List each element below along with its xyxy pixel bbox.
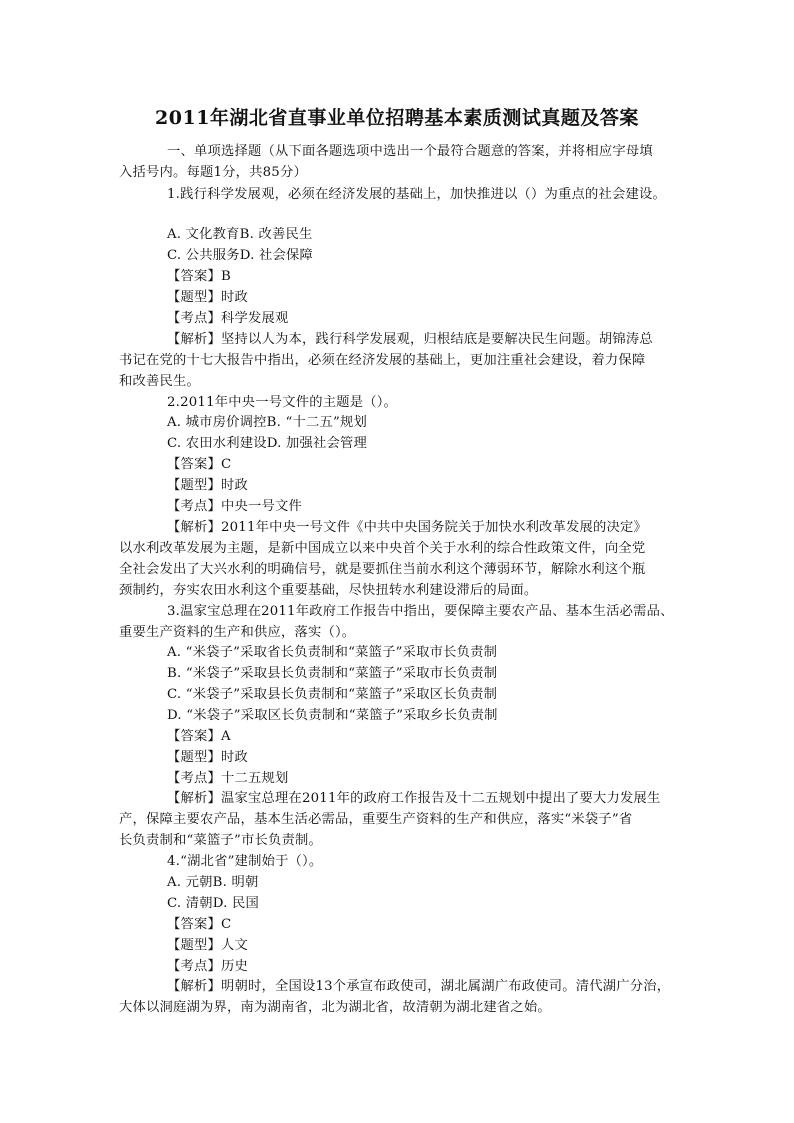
question-2-explanation-cont: 以水利改革发展为主题，是新中国成立以来中央首个关于水利的综合性政策文件，向全党 <box>119 541 646 556</box>
question-4-options-cd: C. 清朝D. 民国 <box>167 896 259 911</box>
question-1-options-ab: A. 文化教育B. 改善民生 <box>167 227 313 242</box>
question-1-answer: 【答案】B <box>167 269 231 284</box>
question-3-answer: 【答案】A <box>167 729 231 744</box>
question-3-stem-cont: 重要生产资料的生产和供应，落实（）。 <box>119 625 356 640</box>
question-1-stem: 1.践行科学发展观，必须在经济发展的基础上，加快推进以（）为重点的社会建设。 <box>167 187 666 202</box>
question-3-option-a: A. “米袋子”采取省长负责制和“菜篮子”采取市长负责制 <box>167 645 498 660</box>
question-2-answer: 【答案】C <box>167 457 232 472</box>
question-3-explanation-cont: 长负责制和“菜篮子”市长负责制。 <box>119 833 322 848</box>
question-2-explanation: 【解析】2011年中央一号文件《中共中央国务院关于加快水利改革发展的决定》 <box>167 520 648 535</box>
question-3-explanation: 【解析】温家宝总理在2011年的政府工作报告及十二五规划中提出了要大力发展生 <box>167 791 661 806</box>
question-2-options-cd: C. 农田水利建设D. 加强社会管理 <box>167 436 367 451</box>
question-1-type: 【题型】时政 <box>167 290 248 305</box>
question-2-type: 【题型】时政 <box>167 478 248 493</box>
question-2-stem: 2.2011年中央一号文件的主题是（）。 <box>167 395 398 410</box>
question-2-point: 【考点】中央一号文件 <box>167 499 302 514</box>
question-1-explanation-cont: 和改善民生。 <box>119 374 200 389</box>
section-heading: 一、单项选择题（从下面各题选项中选出一个最符合题意的答案，并将相应字母填 <box>167 144 653 159</box>
question-4-explanation-cont: 大体以洞庭湖为界，南为湖南省，北为湖北省，故清朝为湖北建省之始。 <box>119 1000 551 1015</box>
section-heading-cont: 入括号内。每题1分，共85分） <box>119 165 307 180</box>
question-4-point: 【考点】历史 <box>167 959 248 974</box>
question-1-explanation-cont: 书记在党的十七大报告中指出，必须在经济发展的基础上，更加注重社会建设，着力保障 <box>119 353 646 368</box>
question-3-point: 【考点】十二五规划 <box>167 771 289 786</box>
question-2-options-ab: A. 城市房价调控B. “十二五”规划 <box>167 415 367 430</box>
question-3-option-d: D. “米袋子”采取区长负责制和“菜篮子”采取乡长负责制 <box>167 708 498 723</box>
question-3-stem: 3.温家宝总理在2011年政府工作报告中指出，要保障主要农产品、基本生活必需品、 <box>167 604 674 619</box>
question-3-type: 【题型】时政 <box>167 750 248 765</box>
page-title: 2011年湖北省直事业单位招聘基本素质测试真题及答案 <box>155 107 639 129</box>
question-4-stem: 4.“湖北省”建制始于（）。 <box>167 854 323 869</box>
question-1-point: 【考点】科学发展观 <box>167 311 289 326</box>
question-1-options-cd: C. 公共服务D. 社会保障 <box>167 248 313 263</box>
question-2-explanation-cont: 颈制约，夯实农田水利这个重要基础，尽快扭转水利建设滞后的局面。 <box>119 583 538 598</box>
question-3-explanation-cont: 产，保障主要农产品，基本生活必需品，重要生产资料的生产和供应，落实“米袋子”省 <box>119 812 633 827</box>
question-4-answer: 【答案】C <box>167 917 232 932</box>
question-1-explanation: 【解析】坚持以人为本，践行科学发展观，归根结底是要解决民生问题。胡锦涛总 <box>167 332 653 347</box>
question-4-explanation: 【解析】明朝时，全国设13个承宣布政使司，湖北属湖广布政使司。清代湖广分治， <box>167 979 671 994</box>
question-4-options-ab: A. 元朝B. 明朝 <box>167 875 259 890</box>
question-3-option-b: B. “米袋子”采取县长负责制和“菜篮子”采取市长负责制 <box>167 666 498 681</box>
question-3-option-c: C. “米袋子”采取县长负责制和“菜篮子”采取区长负责制 <box>167 687 498 702</box>
question-2-explanation-cont: 全社会发出了大兴水利的明确信号，就是要抓住当前水利这个薄弱环节，解除水利这个瓶 <box>119 562 646 577</box>
question-4-type: 【题型】人文 <box>167 938 248 953</box>
